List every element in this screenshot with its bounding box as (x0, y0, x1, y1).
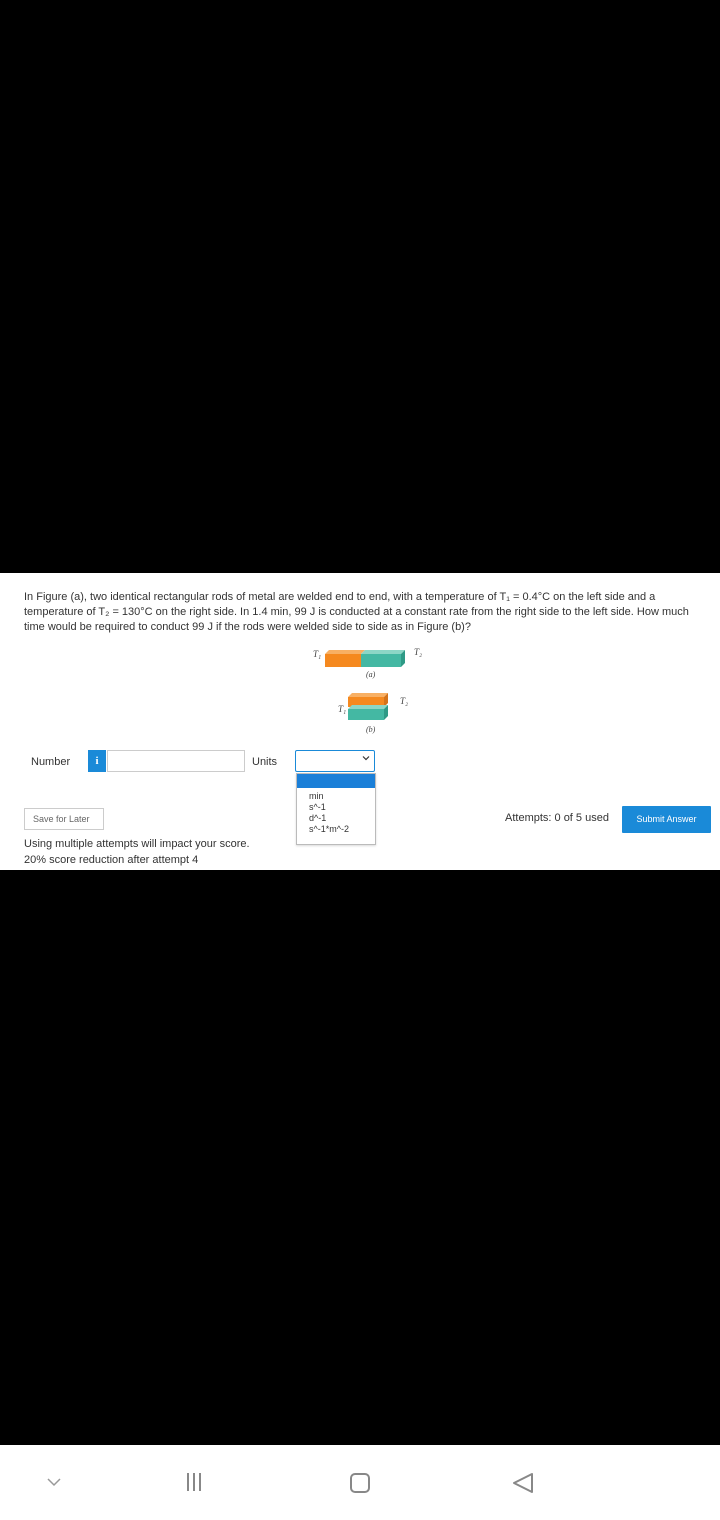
units-select[interactable] (295, 750, 375, 772)
home-icon[interactable] (349, 1472, 371, 1499)
attempts-counter: Attempts: 0 of 5 used (505, 812, 609, 824)
attempts-note-line-2: 20% score reduction after attempt 4 (24, 854, 199, 866)
question-text: In Figure (a), two identical rectangular rods of metal are welded end to end, with a temperature of T₁ = 0.4°C on the left side and a temperature of T₂ = 130°C on the right side. In 1.4 min, 99 J is conducted at a constant rate from the right side to the left side. How much time would be required to conduct 99 J if the rods were welded side to side as in Figure (b)? (24, 591, 689, 633)
units-option-min[interactable]: min (309, 791, 324, 801)
units-option-per-second-per-square-meter[interactable]: s^-1*m^-2 (309, 824, 349, 834)
number-input[interactable] (107, 750, 245, 772)
submit-answer-button[interactable]: Submit Answer (622, 806, 711, 833)
attempts-note-line-1: Using multiple attempts will impact your score. (24, 838, 250, 850)
chevron-down-icon[interactable] (46, 1475, 62, 1493)
units-dropdown-menu (296, 773, 376, 845)
t1-label-a: T₁ (313, 649, 322, 659)
info-icon[interactable]: i (88, 750, 106, 772)
attempts-note (24, 836, 250, 868)
rods-figure (300, 643, 440, 743)
t2-label-b: T₂ (400, 696, 409, 706)
units-option-blank[interactable] (297, 774, 375, 788)
t1-label-b: T₁ (338, 704, 347, 714)
back-icon[interactable] (511, 1471, 535, 1500)
rods-end-to-end-graphic (325, 646, 415, 668)
system-navigation-bar (0, 1445, 720, 1520)
save-for-later-button[interactable]: Save for Later (24, 808, 104, 830)
number-label: Number (31, 756, 71, 768)
units-label: Units (252, 756, 278, 768)
units-option-per-second[interactable]: s^-1 (309, 802, 326, 812)
chevron-down-icon (362, 754, 370, 764)
caption-a: (a) (366, 670, 376, 679)
recent-apps-icon[interactable] (182, 1471, 206, 1498)
caption-b: (b) (366, 725, 376, 734)
t2-label-a: T₂ (414, 647, 423, 657)
question-panel (0, 573, 720, 870)
units-option-per-day[interactable]: d^-1 (309, 813, 327, 823)
rods-side-by-side-graphic (348, 691, 398, 723)
